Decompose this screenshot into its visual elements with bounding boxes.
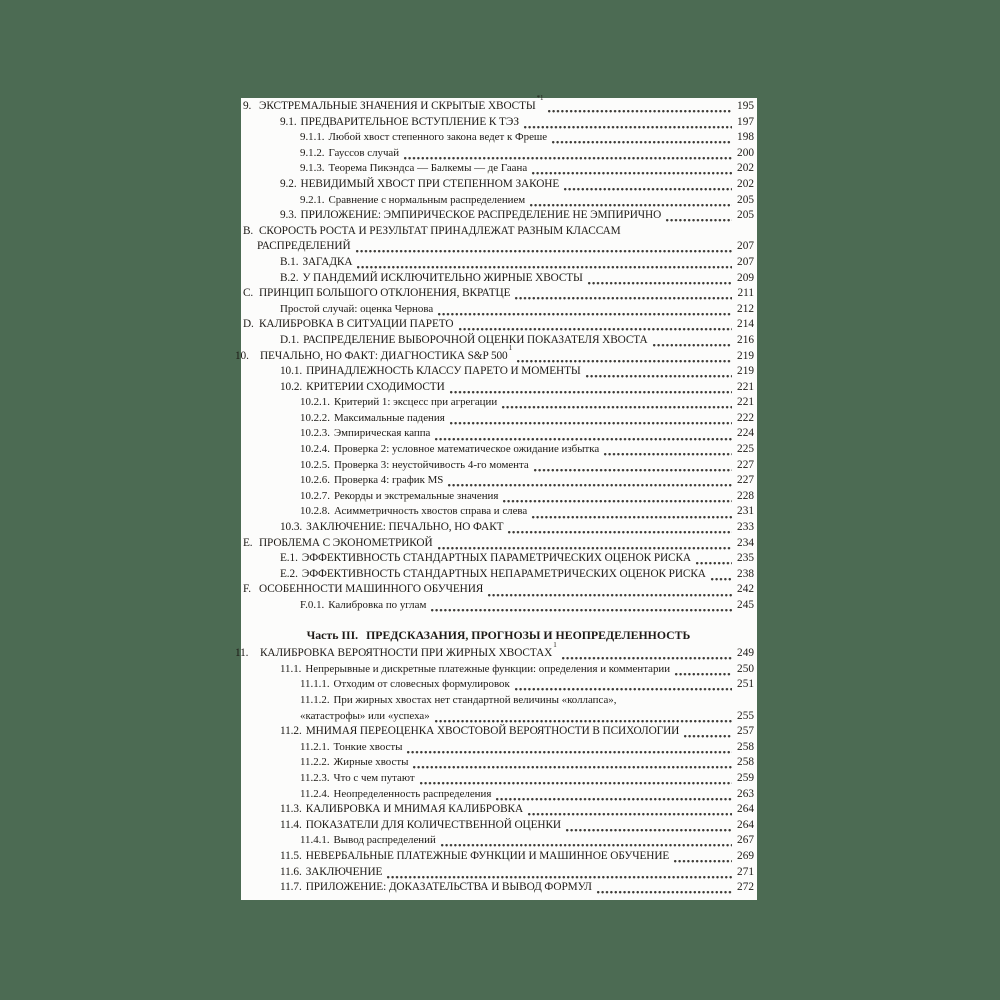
dot-leader	[356, 264, 732, 269]
toc-entry-title	[334, 678, 510, 690]
toc-entry-title	[306, 521, 503, 533]
toc-entry	[243, 365, 754, 381]
dot-leader	[458, 326, 733, 331]
toc-entry	[243, 834, 754, 850]
toc-entry-number: 10.3.	[280, 521, 303, 534]
toc-entry-title	[334, 788, 492, 800]
dot-leader	[674, 671, 732, 676]
toc-entry-text: Отходим от словесных формулировок	[333, 678, 510, 691]
table-of-contents	[235, 94, 754, 897]
toc-entry-number: 10.2.1.	[300, 396, 330, 409]
toc-entry-title	[280, 303, 433, 315]
dot-leader	[531, 170, 732, 175]
toc-entry-number: 10.2.8.	[300, 505, 330, 518]
toc-entry-title	[259, 94, 544, 112]
toc-entry-number: 11.1.	[280, 662, 302, 675]
toc-entry-page: 238	[737, 567, 754, 580]
toc-entry-page: 249	[737, 647, 754, 660]
toc-entry-text: Критерий 1: эксцесс при агрегации	[333, 396, 498, 409]
toc-entry-text: РАСПРЕДЕЛЕНИЙ	[257, 240, 351, 253]
toc-entry-number: 11.2.	[280, 725, 302, 738]
dot-leader	[533, 467, 732, 472]
toc-entry-number: 11.1.1.	[300, 678, 330, 691]
toc-entry-text: Гауссов случай	[328, 146, 400, 159]
toc-entry	[243, 240, 754, 256]
toc-entry-page: 214	[737, 318, 754, 331]
toc-entry-number: 9.1.1.	[300, 131, 325, 144]
toc-entry-page: 198	[737, 131, 754, 144]
toc-entry-page: 271	[737, 865, 754, 878]
toc-entry	[243, 162, 754, 178]
toc-entry-number: B.1.	[280, 255, 299, 268]
toc-entry-title	[305, 663, 670, 675]
dot-leader	[440, 842, 732, 847]
toc-entry-text: ПОКАЗАТЕЛИ ДЛЯ КОЛИЧЕСТВЕННОЙ ОЦЕНКИ	[305, 818, 561, 831]
toc-entry-number: 10.2.	[280, 380, 303, 393]
toc-entry-title	[303, 334, 648, 346]
toc-entry-number: 9.1.3.	[300, 162, 325, 175]
toc-entry-page: 219	[737, 365, 754, 378]
toc-entry	[243, 663, 754, 679]
toc-entry-text: Асимметричность хвостов справа и слева	[333, 505, 528, 518]
dot-leader	[561, 655, 732, 660]
toc-entry-page: 264	[737, 818, 754, 831]
toc-entry-text: ЗАКЛЮЧЕНИЕ: ПЕЧАЛЬНО, НО ФАКТ	[306, 521, 504, 534]
dot-leader	[652, 342, 732, 347]
toc-entry	[243, 756, 754, 772]
toc-entry-title	[257, 240, 351, 252]
toc-entry	[235, 343, 754, 366]
toc-entry-text: СКОРОСТЬ РОСТА И РЕЗУЛЬТАТ ПРИНАДЛЕЖАТ РАЗНЫМ КЛАССАМ	[259, 224, 621, 237]
toc-entry-title	[259, 318, 454, 330]
toc-entry-text: Неопределенность распределения	[333, 787, 492, 800]
dot-leader	[514, 686, 732, 691]
toc-entry-text: МНИМАЯ ПЕРЕОЦЕНКА ХВОСТОВОЙ ВЕРОЯТНОСТИ В ПСИХОЛОГИИ	[305, 725, 680, 738]
toc-entry-page: 257	[737, 725, 754, 738]
toc-entry-number: 9.2.	[280, 177, 297, 190]
dot-leader	[673, 858, 732, 863]
toc-entry	[243, 116, 754, 132]
toc-entry-number: 10.2.5.	[300, 458, 330, 471]
toc-entry-page: 227	[737, 458, 754, 471]
toc-entry-text: КАЛИБРОВКА И МНИМАЯ КАЛИБРОВКА	[305, 803, 524, 816]
toc-entry	[243, 788, 754, 804]
toc-entry-page: 242	[737, 583, 754, 596]
toc-entry-title	[334, 505, 527, 517]
toc-entry	[235, 641, 754, 663]
dot-leader	[403, 155, 732, 160]
dot-leader	[447, 482, 732, 487]
toc-entry-text: ПЕЧАЛЬНО, НО ФАКТ: ДИАГНОСТИКА S&P 500	[260, 349, 508, 362]
footnote-marker: *1	[536, 94, 544, 103]
toc-entry-number: 11.7.	[280, 881, 302, 894]
toc-entry-title	[301, 178, 560, 190]
toc-entry-title	[306, 866, 383, 878]
toc-entry-page: 225	[737, 443, 754, 456]
toc-entry-title	[334, 474, 443, 486]
toc-entry-page: 231	[737, 505, 754, 518]
toc-entry	[243, 694, 754, 710]
toc-entry-page: 221	[737, 380, 754, 393]
toc-entry-title	[259, 225, 621, 237]
toc-entry-number: F.0.1.	[300, 599, 325, 611]
toc-entry-number: E.2.	[280, 567, 298, 580]
toc-entry	[243, 521, 754, 537]
toc-entry-text: «катастрофы» или «успеха»	[300, 709, 430, 722]
toc-entry-number: B.2.	[280, 271, 299, 284]
toc-entry-title	[334, 396, 497, 408]
dot-leader	[434, 436, 732, 441]
dot-leader	[527, 811, 732, 816]
toc-entry-page: 207	[737, 255, 754, 268]
dot-leader	[683, 733, 732, 738]
toc-entry	[243, 334, 754, 350]
dot-leader	[695, 560, 732, 565]
toc-entry	[243, 583, 754, 599]
toc-entry-title	[306, 381, 445, 393]
toc-entry	[243, 427, 754, 443]
toc-entry-title	[306, 365, 581, 377]
toc-entry-number: 11.4.1.	[300, 834, 330, 847]
toc-entry-text: ПРИЛОЖЕНИЕ: ДОКАЗАТЕЛЬСТВА И ВЫВОД ФОРМУЛ	[305, 881, 592, 894]
toc-entry-number: 11.2.1.	[300, 740, 330, 753]
dot-leader	[412, 764, 732, 769]
toc-entry-text: Вывод распределений	[333, 834, 436, 847]
toc-entry-page: 258	[737, 740, 754, 753]
toc-entry	[243, 599, 754, 615]
toc-entry-number: 11.6.	[280, 865, 302, 878]
toc-entry-text: Тонкие хвосты	[333, 740, 403, 753]
toc-entry	[243, 225, 754, 241]
toc-entry-page: 251	[737, 678, 754, 691]
toc-entry	[243, 803, 754, 819]
toc-entry-title	[334, 490, 498, 502]
toc-entry-page: 255	[737, 709, 754, 722]
toc-entry	[243, 131, 754, 147]
dot-leader	[585, 373, 732, 378]
toc-entry	[243, 505, 754, 521]
toc-entry	[243, 819, 754, 835]
toc-entry	[243, 866, 754, 882]
toc-entry	[243, 94, 754, 116]
toc-entry	[243, 710, 754, 726]
toc-entry-text: Максимальные падения	[333, 411, 445, 424]
toc-entry-number: 10.2.4.	[300, 443, 330, 456]
toc-entry-page: 264	[737, 803, 754, 816]
toc-entry-number: 10.2.3.	[300, 427, 330, 440]
dot-leader	[514, 295, 732, 300]
dot-leader	[529, 202, 732, 207]
toc-entry-text: ПРЕДВАРИТЕЛЬНОЕ ВСТУПЛЕНИЕ К ТЭЗ	[300, 115, 519, 128]
toc-entry-text: Проверка 2: условное математическое ожидание избытка	[333, 443, 600, 456]
toc-entry-title	[329, 162, 528, 174]
toc-entry-number: 10.	[235, 349, 249, 362]
dot-leader	[501, 404, 732, 409]
dot-leader	[516, 358, 732, 363]
toc-entry-title	[302, 272, 582, 284]
dot-leader	[523, 124, 732, 129]
toc-entry	[243, 194, 754, 210]
toc-entry-page: 212	[737, 302, 754, 315]
dot-leader	[502, 498, 732, 503]
toc-entry-text: КАЛИБРОВКА В СИТУАЦИИ ПАРЕТО	[259, 318, 454, 331]
toc-entry-text: ЭФФЕКТИВНОСТЬ СТАНДАРТНЫХ ПАРАМЕТРИЧЕСКИХ ОЦЕНОК РИСКА	[301, 552, 691, 565]
toc-entry	[243, 303, 754, 319]
toc-entry-title	[302, 568, 706, 580]
toc-entry	[243, 537, 754, 553]
toc-entry-title	[306, 803, 523, 815]
toc-entry-title	[329, 194, 526, 206]
toc-entry-page: 197	[737, 115, 754, 128]
dot-leader	[563, 186, 732, 191]
toc-entry-text: ЭКСТРЕМАЛЬНЫЕ ЗНАЧЕНИЯ И СКРЫТЫЕ ХВОСТЫ	[259, 100, 536, 112]
dot-leader	[565, 827, 732, 832]
toc-entry-page: 221	[737, 396, 754, 409]
toc-entry-title	[329, 131, 548, 143]
toc-entry-text: При жирных хвостах нет стандартной величины «коллапса»,	[333, 693, 617, 706]
toc-entry-page: 202	[737, 162, 754, 175]
toc-entry	[243, 318, 754, 334]
toc-entry-text: Калибровка по углам	[328, 599, 427, 611]
toc-entry-number: 10.2.2.	[300, 411, 330, 424]
toc-entry-page: 207	[737, 240, 754, 253]
toc-entry-number: 11.2.4.	[300, 787, 330, 800]
toc-entry-page: 211	[737, 287, 754, 300]
dot-leader	[603, 451, 732, 456]
dot-leader	[495, 796, 732, 801]
toc-entry-number: 10.1.	[280, 365, 303, 378]
scanned-page	[235, 94, 757, 900]
toc-entry-text: НЕВЕРБАЛЬНЫЕ ПЛАТЕЖНЫЕ ФУНКЦИИ И МАШИННОЕ ОБУЧЕНИЕ	[305, 849, 670, 862]
toc-entry-number: 11.5.	[280, 849, 302, 862]
dot-leader	[710, 576, 732, 581]
toc-entry-title	[300, 710, 430, 722]
toc-entry-title	[259, 287, 510, 299]
toc-entry-page: 258	[737, 756, 754, 769]
toc-entry-number: 9.	[243, 100, 252, 112]
dot-leader	[355, 248, 732, 253]
toc-entry-page: 228	[737, 489, 754, 502]
toc-entry	[243, 178, 754, 194]
toc-entry-number: C.	[243, 287, 254, 300]
toc-entry-number: 11.3.	[280, 803, 302, 816]
toc-entry	[243, 147, 754, 163]
toc-entry-title	[334, 741, 403, 753]
dot-leader	[449, 420, 732, 425]
toc-entry-text: ПРИНЦИП БОЛЬШОГО ОТКЛОНЕНИЯ, ВКРАТЦЕ	[259, 287, 511, 300]
toc-entry-title	[302, 552, 691, 564]
toc-entry-title	[334, 756, 409, 768]
dot-leader	[551, 139, 732, 144]
dot-leader	[406, 749, 732, 754]
toc-entry	[243, 287, 754, 303]
toc-entry	[243, 459, 754, 475]
part-heading	[243, 628, 754, 644]
dot-leader	[437, 311, 732, 316]
toc-entry-text: РАСПРЕДЕЛЕНИЕ ВЫБОРОЧНОЙ ОЦЕНКИ ПОКАЗАТЕЛЯ ХВОСТА	[303, 333, 648, 346]
dot-leader	[507, 529, 732, 534]
toc-entry-page: 269	[737, 849, 754, 862]
toc-entry-number: D.	[243, 318, 254, 331]
toc-entry	[243, 209, 754, 225]
toc-entry	[243, 850, 754, 866]
toc-entry-number: 11.2.3.	[300, 771, 330, 784]
part-heading-title: ПРЕДСКАЗАНИЯ, ПРОГНОЗЫ И НЕОПРЕДЕЛЕННОСТЬ	[366, 627, 691, 642]
toc-entry-number: D.1.	[280, 333, 300, 346]
toc-entry-page: 245	[737, 599, 754, 611]
footnote-marker: 1	[553, 641, 557, 650]
toc-entry-title	[334, 427, 430, 439]
toc-entry-number: B.	[243, 224, 254, 237]
toc-entry-page: 195	[737, 100, 754, 112]
toc-entry-text: ПРИЛОЖЕНИЕ: ЭМПИРИЧЕСКОЕ РАСПРЕДЕЛЕНИЕ НЕ ЭМПИРИЧНО	[300, 209, 662, 222]
toc-entry-number: 10.2.7.	[300, 489, 330, 502]
toc-entry-text: ЗАКЛЮЧЕНИЕ	[305, 865, 383, 878]
toc-entry-number: E.1.	[280, 552, 298, 565]
toc-entry-title	[260, 641, 557, 660]
toc-entry-text: Проверка 3: неустойчивость 4-го момента	[333, 458, 529, 471]
toc-entry	[243, 412, 754, 428]
toc-entry	[243, 396, 754, 412]
toc-entry-page: 209	[737, 271, 754, 284]
toc-entry-title	[301, 209, 662, 221]
toc-entry	[243, 741, 754, 757]
toc-entry-page: 224	[737, 427, 754, 440]
toc-entry-title	[334, 834, 436, 846]
toc-entry-title	[334, 412, 445, 424]
toc-entry-title	[334, 772, 415, 784]
toc-entry-page: 205	[737, 193, 754, 206]
toc-entry-title	[259, 583, 483, 595]
toc-entry-text: Проверка 4: график MS	[333, 474, 444, 487]
toc-entry-title	[301, 116, 519, 128]
toc-entry-text: ЗАГАДКА	[302, 255, 353, 268]
dot-leader	[449, 389, 732, 394]
toc-entry-number: 11.1.2.	[300, 693, 330, 706]
dot-leader	[587, 280, 732, 285]
toc-entry-text: Сравнение с нормальным распределением	[328, 193, 526, 206]
toc-entry-page: 234	[737, 536, 754, 549]
toc-entry-number: 11.	[235, 647, 249, 660]
toc-entry-number: 11.4.	[280, 818, 302, 831]
toc-entry-text: НЕВИДИМЫЙ ХВОСТ ПРИ СТЕПЕННОМ ЗАКОНЕ	[300, 177, 560, 190]
toc-entry-page: 216	[737, 333, 754, 346]
toc-entry-title	[334, 694, 617, 706]
toc-entry-page: 272	[737, 881, 754, 894]
toc-entry-number: 9.3.	[280, 209, 297, 222]
toc-entry	[243, 772, 754, 788]
toc-entry-text: КРИТЕРИИ СХОДИМОСТИ	[306, 380, 445, 393]
toc-entry-title	[260, 343, 513, 362]
toc-entry-number: 9.1.2.	[300, 146, 325, 159]
toc-entry-title	[334, 443, 599, 455]
toc-entry-number: F.	[243, 583, 252, 596]
toc-entry-text: Простой случай: оценка Чернова	[280, 302, 434, 315]
dot-leader	[386, 874, 732, 879]
dot-leader	[419, 780, 732, 785]
toc-entry-number: 10.2.6.	[300, 474, 330, 487]
toc-entry-page: 235	[737, 552, 754, 565]
toc-entry	[243, 474, 754, 490]
toc-entry-page: 205	[737, 209, 754, 222]
toc-entry-page: 263	[737, 787, 754, 800]
dot-leader	[430, 607, 732, 612]
toc-entry-text: ОСОБЕННОСТИ МАШИННОГО ОБУЧЕНИЯ	[259, 583, 484, 596]
toc-entry-page: 267	[737, 834, 754, 847]
toc-entry-text: У ПАНДЕМИЙ ИСКЛЮЧИТЕЛЬНО ЖИРНЫЕ ХВОСТЫ	[302, 271, 583, 284]
dot-leader	[531, 514, 732, 519]
toc-entry	[243, 678, 754, 694]
toc-entry-page: 250	[737, 662, 754, 675]
dot-leader	[487, 592, 732, 597]
toc-entry	[243, 443, 754, 459]
toc-entry	[243, 381, 754, 397]
toc-entry-page: 233	[737, 521, 754, 534]
toc-entry-number: 9.2.1.	[300, 193, 325, 206]
toc-entry-text: ПРОБЛЕМА С ЭКОНОМЕТРИКОЙ	[259, 536, 433, 549]
toc-entry-text: Что с чем путают	[333, 771, 415, 784]
toc-entry-page: 219	[737, 349, 754, 362]
toc-entry-text: Рекорды и экстремальные значения	[333, 489, 499, 502]
toc-entry-title	[259, 537, 433, 549]
toc-entry	[243, 490, 754, 506]
toc-entry-text: Непрерывные и дискретные платежные функции: определения и комментарии	[305, 662, 671, 675]
toc-entry-title	[328, 599, 426, 611]
toc-entry-title	[306, 819, 561, 831]
toc-entry-text: ЭФФЕКТИВНОСТЬ СТАНДАРТНЫХ НЕПАРАМЕТРИЧЕСКИХ ОЦЕНОК РИСКА	[301, 567, 706, 580]
toc-entry-title	[306, 881, 592, 893]
toc-entry	[243, 272, 754, 288]
toc-entry-number: E.	[243, 536, 253, 549]
toc-entry-page: 222	[737, 411, 754, 424]
toc-entry-page: 200	[737, 146, 754, 159]
toc-entry	[243, 725, 754, 741]
toc-entry-title	[306, 725, 680, 737]
toc-entry-text: КАЛИБРОВКА ВЕРОЯТНОСТИ ПРИ ЖИРНЫХ ХВОСТАХ	[260, 647, 553, 660]
dot-leader	[596, 889, 732, 894]
toc-entry-title	[329, 147, 400, 159]
toc-entry-text: Любой хвост степенного закона ведет к Фреше	[328, 131, 548, 144]
toc-entry	[243, 256, 754, 272]
toc-entry	[243, 881, 754, 897]
toc-entry-number: 11.2.2.	[300, 756, 330, 769]
toc-entry-page: 202	[737, 177, 754, 190]
dot-leader	[665, 217, 732, 222]
dot-leader	[434, 718, 732, 723]
toc-entry	[243, 568, 754, 584]
toc-entry-text: Эмпирическая каппа	[333, 427, 431, 440]
toc-entry-number: 9.1.	[280, 115, 297, 128]
toc-entry-text: ПРИНАДЛЕЖНОСТЬ КЛАССУ ПАРЕТО И МОМЕНТЫ	[306, 365, 581, 378]
part-heading-label: Часть III.	[306, 627, 359, 642]
toc-entry-text: Теорема Пикэндса — Балкемы — де Гаана	[328, 162, 528, 175]
toc-entry-page: 259	[737, 771, 754, 784]
toc-entry-text: Жирные хвосты	[333, 756, 409, 769]
toc-entry-title	[334, 459, 529, 471]
toc-entry-title	[306, 850, 670, 862]
toc-entry	[243, 552, 754, 568]
dot-leader	[437, 545, 732, 550]
dot-leader	[547, 108, 732, 113]
footnote-marker: 1	[508, 343, 513, 352]
toc-entry-title	[302, 256, 352, 268]
toc-entry-page: 227	[737, 474, 754, 487]
